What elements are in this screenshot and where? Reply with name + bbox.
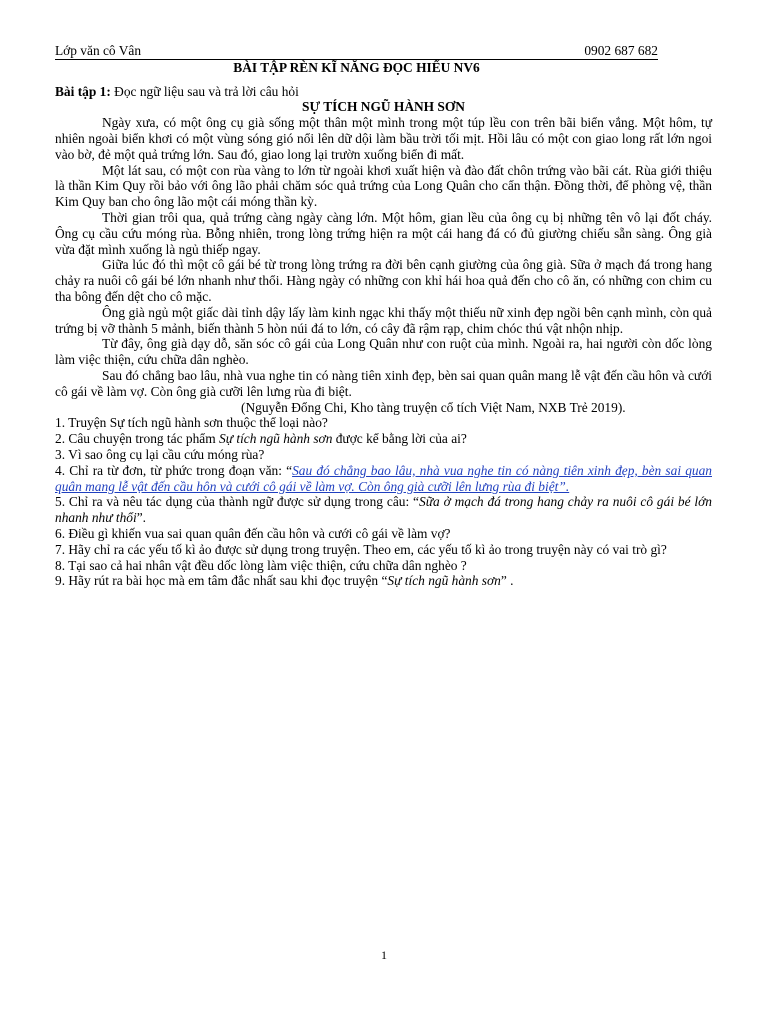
question-8: 8. Tại sao cả hai nhân vật đều dốc lòng làm việc thiện, cứu chữa dân nghèo ? — [55, 557, 467, 573]
question-italic: Sự tích ngũ hành sơn — [219, 431, 333, 447]
question-text: được kể bằng lời của ai? — [332, 431, 467, 447]
exercise-line — [55, 84, 712, 100]
question-9 — [55, 573, 712, 589]
question-3: 3. Vì sao ông cụ lại cầu cứu móng rùa? — [55, 446, 265, 462]
story-paragraph: Sau đó chẳng bao lâu, nhà vua nghe tin có nàng tiên xinh đẹp, bèn sai quan quân mang lễ vật đến cầu hôn và cưới cô gái về làm vợ. Còn ông già cưỡi lên lưng rùa đi biệt. — [55, 367, 712, 399]
story-paragraph: Ông già ngủ một giấc dài tỉnh dậy lấy làm kinh ngạc khi thấy một thiếu nữ xinh đẹp ngồi bên cạnh mình, còn quả trứng bị vỡ thành 5 mảnh, biến thành 5 hòn núi đá to lớn, có cây đã rậm rạp, chim chóc thú vật nhộn nhịp. — [55, 304, 712, 336]
question-text: ”. — [136, 510, 146, 526]
question-italic: Sữa ở mạch đá trong hang chảy ra nuôi cô gái bé lớn nhanh như thổi — [55, 494, 712, 526]
header-phone: 0902 687 682 — [584, 43, 658, 58]
question-text: 4. Chỉ ra từ đơn, từ phức trong đoạn văn: “ — [55, 462, 293, 478]
question-6: 6. Điều gì khiến vua sai quan quân đến cầu hôn và cưới cô gái về làm vợ? — [55, 525, 451, 541]
story-title: SỰ TÍCH NGŨ HÀNH SƠN — [302, 99, 465, 115]
question-2 — [55, 431, 712, 447]
question-italic: Sự tích ngũ hành sơn — [387, 573, 501, 589]
page-header — [55, 43, 658, 60]
question-4 — [55, 463, 712, 495]
story-paragraph: Giữa lúc đó thì một cô gái bé từ trong lòng trứng ra đời bên cạnh giường của ông già. Sữa ở mạch đá trong hang chảy ra nuôi cô gái bé lớn nhanh như thổi. Hàng ngày có những con khỉ hái hoa quả đến cho cô ăn, có những con chim cu tha bông đến dệt cho cô mặc. — [55, 257, 712, 304]
page-content — [55, 43, 712, 589]
exercise-instruction: Đọc ngữ liệu sau và trả lời câu hỏi — [110, 83, 299, 99]
question-7: 7. Hãy chỉ ra các yếu tố kì ảo được sử dụng trong truyện. Theo em, các yếu tố kì ảo trong truyện này có vai trò gì? — [55, 541, 667, 557]
quoted-passage-link[interactable]: Sau đó chẳng bao lâu, nhà vua nghe tin có nàng tiên xinh đẹp, bèn sai quan quân mang lễ vật đến cầu hôn và cưới cô gái về làm vợ. Còn ông già cưỡi lên lưng rùa đi biệt”. — [55, 462, 712, 494]
question-text: 5. Chỉ ra và nêu tác dụng của thành ngữ được sử dụng trong câu: “ — [55, 494, 420, 510]
question-text: ” . — [500, 573, 514, 589]
page-number: 1 — [381, 948, 387, 962]
page-title: BÀI TẬP RÈN KĨ NĂNG ĐỌC HIỂU NV6 — [233, 59, 480, 75]
story-paragraph: Từ đây, ông già dạy dỗ, săn sóc cô gái của Long Quân như con ruột của mình. Ngoài ra, hai người còn dốc lòng làm việc thiện, cứu chữa dân nghèo. — [55, 336, 712, 368]
source-citation: (Nguyễn Đổng Chi, Kho tàng truyện cổ tích Việt Nam, NXB Trẻ 2019). — [241, 399, 626, 415]
question-text: 9. Hãy rút ra bài học mà em tâm đắc nhất sau khi đọc truyện “ — [55, 573, 388, 589]
question-1: 1. Truyện Sự tích ngũ hành sơn thuộc thể loại nào? — [55, 415, 328, 431]
exercise-label: Bài tập 1: — [55, 83, 111, 99]
story-paragraph: Thời gian trôi qua, quả trứng càng ngày càng lớn. Một hôm, gian lều của ông cụ bị những tên vô lại đốt cháy. Ông cụ cầu cứu móng rùa. Bỗng nhiên, trong lòng trứng hiện ra một cái hang đá có đủ giường chiếu sẵn sàng. Ông già vừa đặt mình xuống là ngủ thiếp ngay. — [55, 209, 712, 257]
story-paragraph: Một lát sau, có một con rùa vàng to lớn từ ngoài khơi xuất hiện và đào đất chôn trứng vào bãi cát. Rùa giới thiệu là thần Kim Quy rồi bảo với ông lão phải chăm sóc quả trứng của Long Quân cho cẩn thận. Đồng thời, để phòng vệ, thần Kim Quy ban cho ông lão một cái móng thần kỳ. — [55, 162, 712, 210]
header-teacher: Lớp văn cô Vân — [55, 43, 142, 58]
question-text: 2. Câu chuyện trong tác phẩm — [55, 431, 219, 447]
question-5 — [55, 494, 712, 526]
story-paragraph: Ngày xưa, có một ông cụ già sống một thân một mình trong một túp lều con trên bãi biển vắng. Một hôm, tự nhiên ngoài biển khơi có một vùng sóng gió nổi lên dữ dội làm bầu trời tối mịt. Hồi lâu có một con giao long rất lớn ngoi vào bờ, đẻ một quả trứng lớn. Sau đó, giao long lại trườn xuống biển đi mất. — [55, 115, 712, 162]
